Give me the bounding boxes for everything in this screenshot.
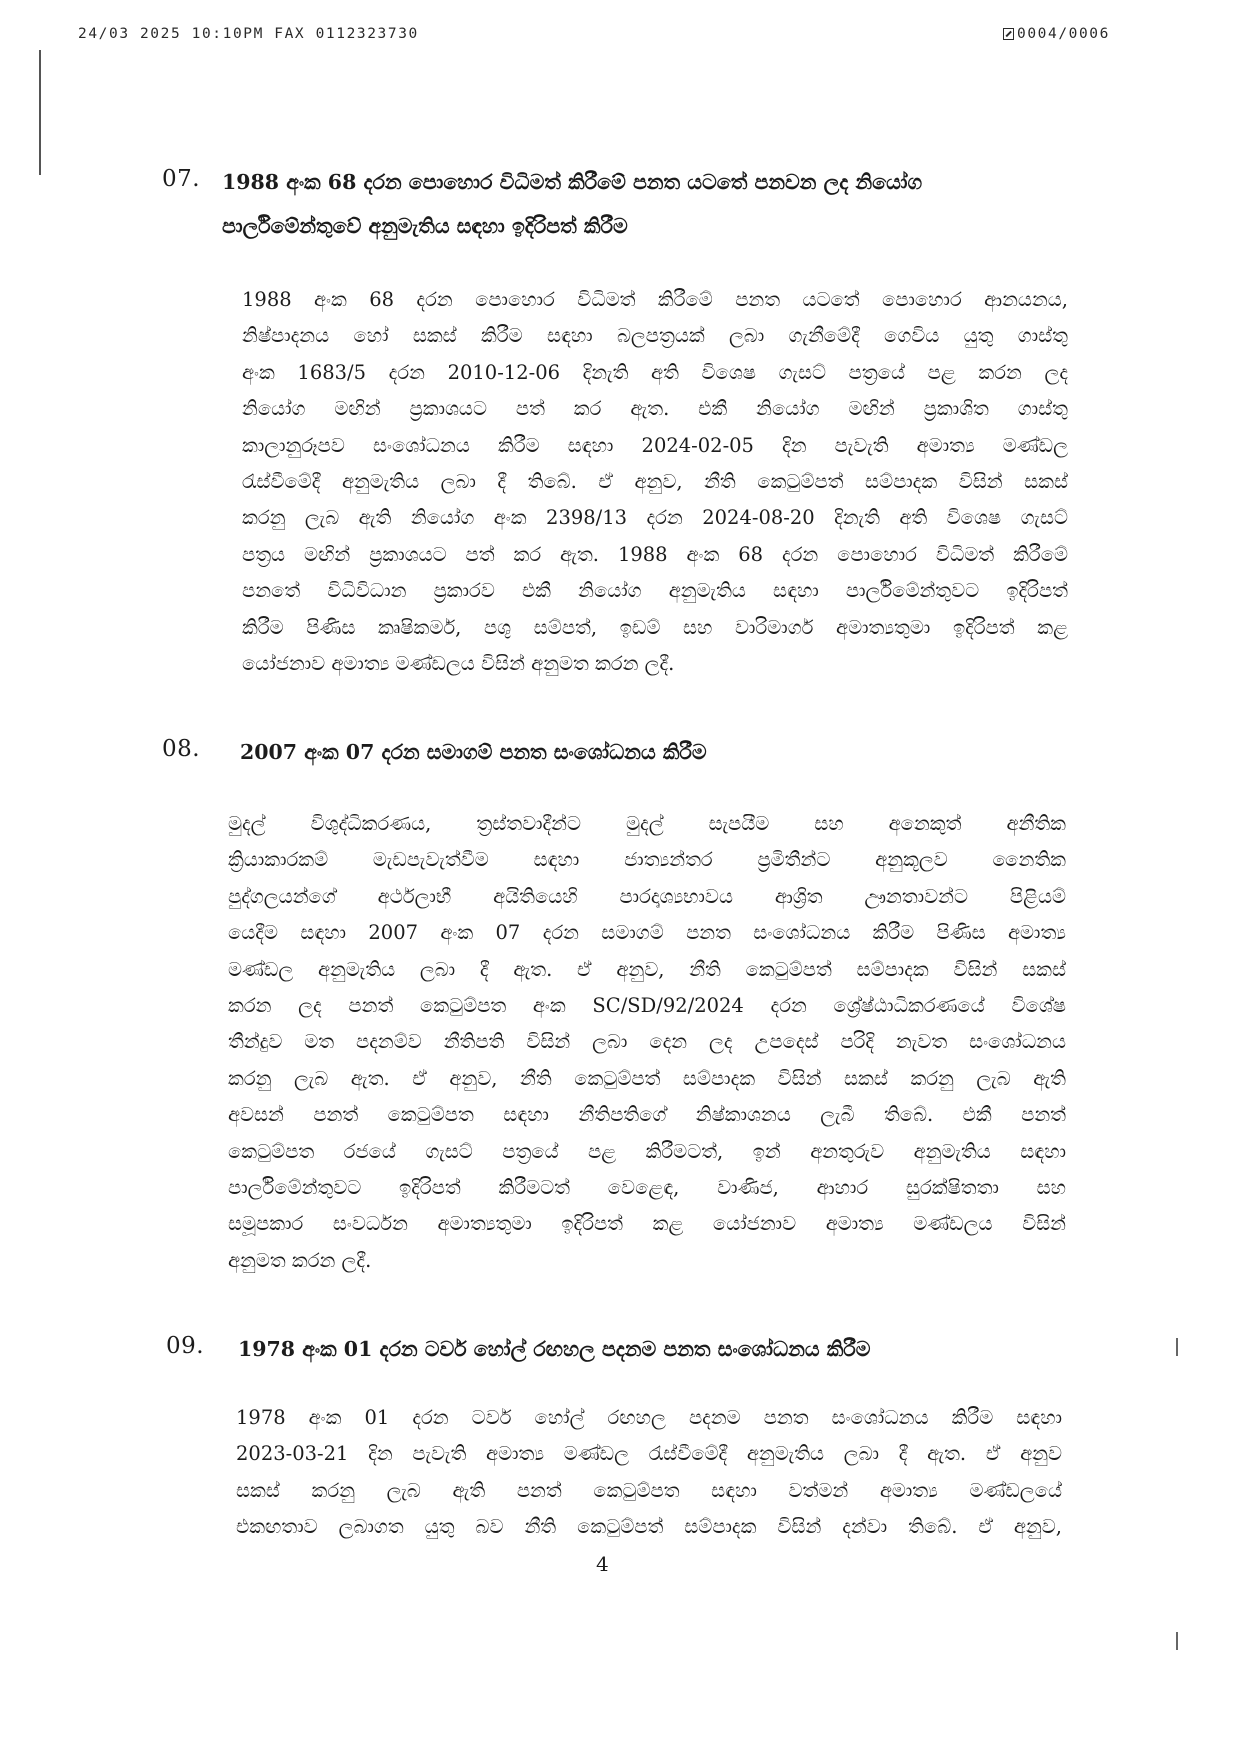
page-number: 4 [596, 1552, 609, 1576]
section-title-line: 1988 අංක 68 දරන පොහොර විධිමත් කිරීමේ පනත යටතේ පනවන ලද නියෝග [222, 170, 923, 194]
section-body [236, 1400, 1062, 1546]
body-line: යෝජනාව අමාත්‍ය මණ්ඩලය විසින් අනුමත කරන ලදී. [242, 652, 675, 676]
section-body [242, 282, 1068, 682]
body-line: පනතේ විධිවිධාන ප්‍රකාරව එකී නියෝග අනුමැතිය සඳහා පාර්ලිමේන්තුවට ඉදිරිපත් [242, 579, 1068, 603]
section-title-line: 2007 අංක 07 දරන සමාගම් පනත සංශෝධනය කිරීම [240, 740, 707, 764]
section-number: 08. [162, 736, 201, 762]
body-line: නිෂ්පාදනය හෝ සකස් කිරීම සඳහා බලපත්‍රයක් ලබා ගැනීමේදී ගෙවිය යුතු ගාස්තු [242, 324, 1068, 348]
body-line: මණ්ඩල අනුමැතිය ලබා දී ඇත. ඒ අනුව, නීති කෙටුම්පත් සම්පාදක විසින් සකස් [228, 957, 1066, 981]
section-number: 07. [162, 166, 201, 192]
section-title [240, 730, 707, 774]
body-line: යෙදීම සඳහා 2007 අංක 07 දරන සමාගම් පනත සංශෝධනය කිරීම පිණිස අමාත්‍ය [228, 921, 1066, 945]
body-line: කරනු ලැබ ඇත. ඒ අනුව, නීති කෙටුම්පත් සම්පාදක විසින් සකස් කරනු ලැබ ඇති [228, 1066, 1066, 1090]
body-line: සකස් කරනු ලැබ ඇති පනත් කෙටුම්පත සඳහා වත්මන් අමාත්‍ය මණ්ඩලයේ [236, 1478, 1062, 1502]
section-title-line: පාර්ලිමේන්තුවේ අනුමැතිය සඳහා ඉදිරිපත් කිරීම [222, 214, 628, 238]
body-line: කරනු ලැබ ඇති නියෝග අංක 2398/13 දරන 2024-08-20 දිනැති අති විශෙෂ ගැසට් [242, 506, 1068, 530]
body-line: පත්‍රය මඟින් ප්‍රකාශයට පත් කර ඇත. 1988 අංක 68 දරන පොහොර විධිමත් කිරීමේ [242, 542, 1068, 566]
fax-page-counter [1003, 26, 1110, 42]
body-line: අංක 1683/5 දරන 2010-12-06 දිනැති අති විශෙෂ ගැසට් පත්‍රයේ පළ කරන ලද [242, 360, 1068, 384]
body-line: රැස්වීමේදී අනුමැතිය ලබා දී තිබේ. ඒ අනුව, නීති කෙටුම්පත් සම්පාදක විසින් සකස් [242, 470, 1068, 494]
body-line: 1988 අංක 68 දරන පොහොර විධිමත් කිරීමේ පනත යටතේ පොහොර ආනයනය, [242, 288, 1068, 311]
body-line: සමූපකාර සංවර්ධන අමාත්‍යතුමා ඉදිරිපත් කළ යෝජනාව අමාත්‍ය මණ්ඩලය විසින් [228, 1212, 1066, 1236]
scan-margin-line [39, 50, 41, 175]
body-line: නියෝග මඟින් ප්‍රකාශයට පත් කර ඇත. එකී නියෝග මඟින් ප්‍රකාශිත ගාස්තු [242, 397, 1068, 421]
body-line: කිරීම පිණිස කෘෂිකර්ම, පශු සම්පත්, ඉඩම් සහ වාරිමාර්ග අමාත්‍යතුමා ඉදිරිපත් කළ [242, 615, 1068, 639]
fax-page-box-icon [1003, 28, 1014, 40]
body-line: කාලානුරූපව සංශෝධනය කිරීම සඳහා 2024-02-05 දින පැවැති අමාත්‍ය මණ්ඩල [242, 433, 1068, 457]
section-body [228, 806, 1066, 1279]
body-line: අවසන් පනත් කෙටුම්පත සඳහා නීතිපතිගේ නිෂ්කාශනය ලැබී තිබේ. එකී පනත් [228, 1103, 1066, 1127]
fax-page-count: 0004/0006 [1017, 26, 1110, 42]
section-title [238, 1327, 871, 1371]
fax-header-info: 24/03 2025 10:10PM FAX 0112323730 [78, 26, 419, 42]
scan-edge-mark [1176, 1338, 1178, 1356]
body-line: තීන්දුව මත පදනම්ව නීතිපති විසින් ලබා දෙන ලද උපදෙස් පරිදි නැවත සංශෝධනය [228, 1030, 1066, 1054]
body-line: කෙටුම්පත රජයේ ගැසට් පත්‍රයේ පළ කිරීමටත්, ඉන් අනතුරුව අනුමැතිය සඳහා [228, 1139, 1066, 1163]
scan-edge-mark [1176, 1632, 1178, 1650]
section-title-line: 1978 අංක 01 දරන ටවර් හෝල් රඟහල පදනම පනත සංශෝධනය කිරීම [238, 1337, 871, 1361]
section-number: 09. [166, 1333, 205, 1359]
body-line: අනුමත කරන ලදී. [228, 1248, 372, 1272]
body-line: 1978 අංක 01 දරන ටවර් හෝල් රඟහල පදනම පනත සංශෝධනය කිරීම සඳහා [236, 1406, 1062, 1429]
body-line: කරන ලද පනත් කෙටුම්පත අංක SC/SD/92/2024 දරන ශ්‍රේෂ්ඨාධිකරණයේ විශේෂ [228, 994, 1066, 1018]
body-line: මුදල් විශුද්ධිකරණය, ත්‍රස්තවාදීන්ට මුදල් සැපයීම සහ අනෙකුත් අනීතික [228, 812, 1066, 835]
body-line: පුද්ගලයන්ගේ අර්ථලාභී අයිතියෙහි පාරදෘශ්‍යභාවය ආශ්‍රිත ඌනතාවන්ට පිළියම් [228, 884, 1066, 908]
body-line: එකඟතාව ලබාගත යුතු බව නීති කෙටුම්පත් සම්පාදක විසින් දන්වා තිබේ. ඒ අනුව, [236, 1515, 1062, 1539]
section-title [222, 160, 922, 248]
body-line: පාර්ලිමේන්තුවට ඉදිරිපත් කිරීමටත් වෙළෙඳ, වාණිජ, ආහාර සුරක්ෂිතතා සහ [228, 1176, 1066, 1200]
body-line: 2023-03-21 දින පැවැති අමාත්‍ය මණ්ඩල රැස්වීමේදී අනුමැතිය ලබා දී ඇත. ඒ අනුව [236, 1442, 1062, 1466]
body-line: ක්‍රියාකාරකම් මැඩපැවැත්වීම සඳහා ජාත්‍යන්තර ප්‍රමිතීන්ට අනුකූලව නෛතික [228, 848, 1066, 872]
